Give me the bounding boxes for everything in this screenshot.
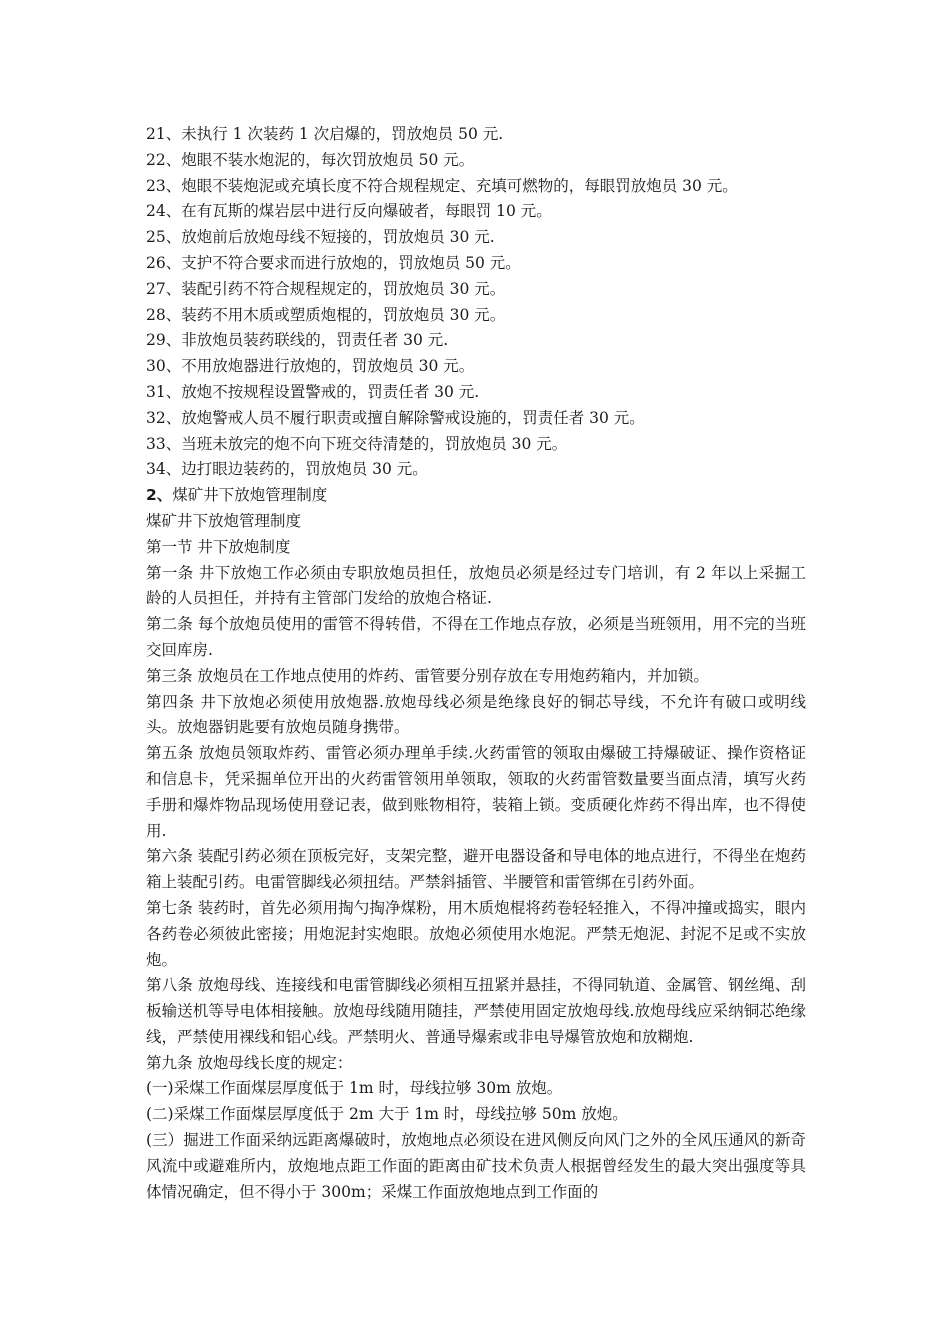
clause-1: (一)采煤工作面煤层厚度低于 1m 时，母线拉够 30m 放炮。 [146,1079,563,1098]
section-number: 2、 [146,486,173,505]
section-title: 煤矿井下放炮管理制度 [172,486,328,505]
article-7: 第七条 装药时，首先必须用掏勺掏净煤粉，用木质炮棍将药卷轻轻推入，不得冲撞或捣实，眼内各药卷必须彼此密接；用炮泥封实炮眼。放炮必须使用水炮泥。严禁无炮泥、封泥不足或不实放炮。 [146,898,806,969]
penalty-item-25: 25、放炮前后放炮母线不短接的，罚放炮员 30 元. [146,228,495,247]
document-title: 煤矿井下放炮管理制度 [146,511,302,530]
penalty-item-24: 24、在有瓦斯的煤岩层中进行反向爆破者，每眼罚 10 元。 [146,202,552,221]
chapter-title: 第一节 井下放炮制度 [146,537,291,556]
penalty-item-28: 28、装药不用木质或塑质炮棍的，罚放炮员 30 元。 [146,305,506,324]
article-3: 第三条 放炮员在工作地点使用的炸药、雷管要分别存放在专用炮药箱内，并加锁。 [146,666,709,685]
article-2: 第二条 每个放炮员使用的雷管不得转借，不得在工作地点存放，必须是当班领用，用不完的当班交回库房. [146,615,806,659]
article-1: 第一条 井下放炮工作必须由专职放炮员担任，放炮员必须是经过专门培训，有 2 年以上采掘工龄的人员担任，并持有主管部门发给的放炮合格证. [146,563,806,608]
clause-2: (二)采煤工作面煤层厚度低于 2m 大于 1m 时，母线拉够 50m 放炮。 [146,1105,628,1124]
penalty-item-27: 27、装配引药不符合规程规定的，罚放炮员 30 元。 [146,279,506,298]
penalty-item-23: 23、炮眼不装炮泥或充填长度不符合规程规定、充填可燃物的，每眼罚放炮员 30 元。 [146,176,738,195]
penalty-item-32: 32、放炮警戒人员不履行职责或擅自解除警戒设施的，罚责任者 30 元。 [146,408,645,427]
penalty-item-29: 29、非放炮员装药联线的，罚责任者 30 元. [146,331,449,350]
penalty-item-33: 33、当班未放完的炮不向下班交待清楚的，罚放炮员 30 元。 [146,434,568,453]
article-9: 第九条 放炮母线长度的规定： [146,1053,353,1072]
penalty-item-26: 26、支护不符合要求而进行放炮的，罚放炮员 50 元。 [146,253,521,272]
penalty-item-21: 21、未执行 1 次装药 1 次启爆的，罚放炮员 50 元. [146,125,504,143]
article-4: 第四条 井下放炮必须使用放炮器.放炮母线必须是绝缘良好的铜芯导线，不允许有破口或明线头。放炮器钥匙要有放炮员随身携带。 [146,692,806,737]
penalty-item-22: 22、炮眼不装水炮泥的，每次罚放炮员 50 元。 [146,150,475,169]
penalty-item-30: 30、不用放炮器进行放炮的，罚放炮员 30 元。 [146,357,475,376]
clause-3: (三）掘进工作面采纳远距离爆破时，放炮地点必须设在进风侧反向风门之外的全风压通风的新奇风流中或避难所内，放炮地点距工作面的距离由矿技术负责人根据曾经发生的最大突出强度等具体情况确定，但不得小于 300m；采煤工作面放炮地点到工作面的 [146,1131,806,1201]
article-5: 第五条 放炮员领取炸药、雷管必须办理单手续.火药雷管的领取由爆破工持爆破证、操作资格证和信息卡，凭采掘单位开出的火药雷管领用单领取，领取的火药雷管数量要当面点清，填写火药手册和爆炸物品现场使用登记表，做到账物相符，装箱上锁。变质硬化炸药不得出库，也不得使用. [146,744,806,840]
section-heading [146,483,806,509]
penalty-item-34: 34、边打眼边装药的，罚放炮员 30 元。 [146,460,428,479]
clause-list [146,1076,806,1205]
penalty-list [146,122,806,483]
article-6: 第六条 装配引药必须在顶板完好，支架完整，避开电器设备和导电体的地点进行，不得坐在炮药箱上装配引药。电雷管脚线必须扭结。严禁斜插管、半腰管和雷管绑在引药外面。 [146,847,806,892]
article-8: 第八条 放炮母线、连接线和电雷管脚线必须相互扭紧并悬挂，不得同轨道、金属管、钢丝绳、刮板输送机等导电体相接触。放炮母线随用随挂，严禁使用固定放炮母线.放炮母线应采纳铜芯绝缘线，严禁使用裸线和铝心线。严禁明火、普通导爆索或非电导爆管放炮和放糊炮. [146,976,806,1046]
document-page [146,122,806,1205]
article-list [146,561,806,1077]
penalty-item-31: 31、放炮不按规程设置警戒的，罚责任者 30 元. [146,382,480,401]
